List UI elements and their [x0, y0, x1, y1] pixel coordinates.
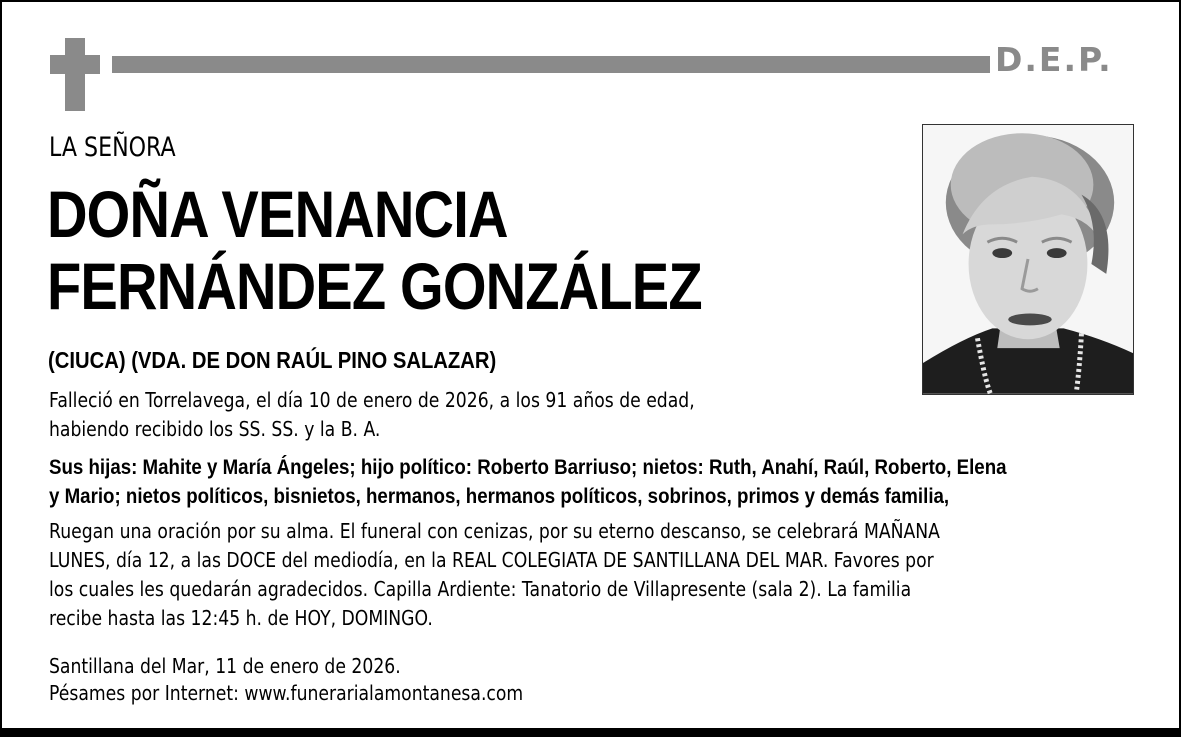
nickname-widow-of: (CIUCA) (VDA. DE DON RAÚL PINO SALAZAR) [48, 347, 497, 373]
death-notice [49, 386, 695, 444]
deceased-name [47, 178, 702, 322]
death-notice-line: Falleció en Torrelavega, el día 10 de enero de 2026, a los 91 años de edad, [49, 388, 695, 412]
portrait-photo [922, 124, 1134, 395]
cross-horizontal-bar [50, 55, 100, 74]
funeral-line: los cuales les quedarán agradecidos. Capilla Ardiente: Tanatorio de Villapresente (sala 2). La familia [49, 577, 912, 601]
family-line: y Mario; nietos políticos, bisnietos, hermanos, hermanos políticos, sobrinos, primos y demás familia, [49, 484, 950, 508]
funeral-line: LUNES, día 12, a las DOCE del mediodía, en la REAL COLEGIATA DE SANTILLANA DEL MAR. Favores por [49, 548, 934, 572]
header-rule [112, 56, 990, 73]
name-line-1: DOÑA VENANCIA [47, 177, 508, 251]
portrait-image [923, 125, 1133, 394]
honorific: LA SEÑORA [49, 132, 176, 163]
funeral-line: recibe hasta las 12:45 h. de HOY, DOMINGO. [49, 606, 433, 630]
dep-label: D.E.P. [995, 40, 1113, 79]
cross-vertical-bar [65, 38, 85, 111]
name-line-2: FERNÁNDEZ GONZÁLEZ [47, 249, 702, 323]
death-notice-line: habiendo recibido los SS. SS. y la B. A. [49, 417, 381, 441]
family-line: Sus hijas: Mahite y María Ángeles; hijo político: Roberto Barriuso; nietos: Ruth, Anahí, Raúl, Roberto, Elena [49, 455, 1007, 479]
footer [49, 653, 523, 707]
condolences-link[interactable]: Pésames por Internet: www.funerarialamontanesa.com [49, 681, 524, 705]
family-list [49, 453, 1007, 511]
funeral-line: Ruegan una oración por su alma. El funeral con cenizas, por su eterno descanso, se celebrará MAÑANA [49, 519, 940, 543]
place-date: Santillana del Mar, 11 de enero de 2026. [49, 654, 401, 678]
funeral-details [49, 517, 940, 633]
